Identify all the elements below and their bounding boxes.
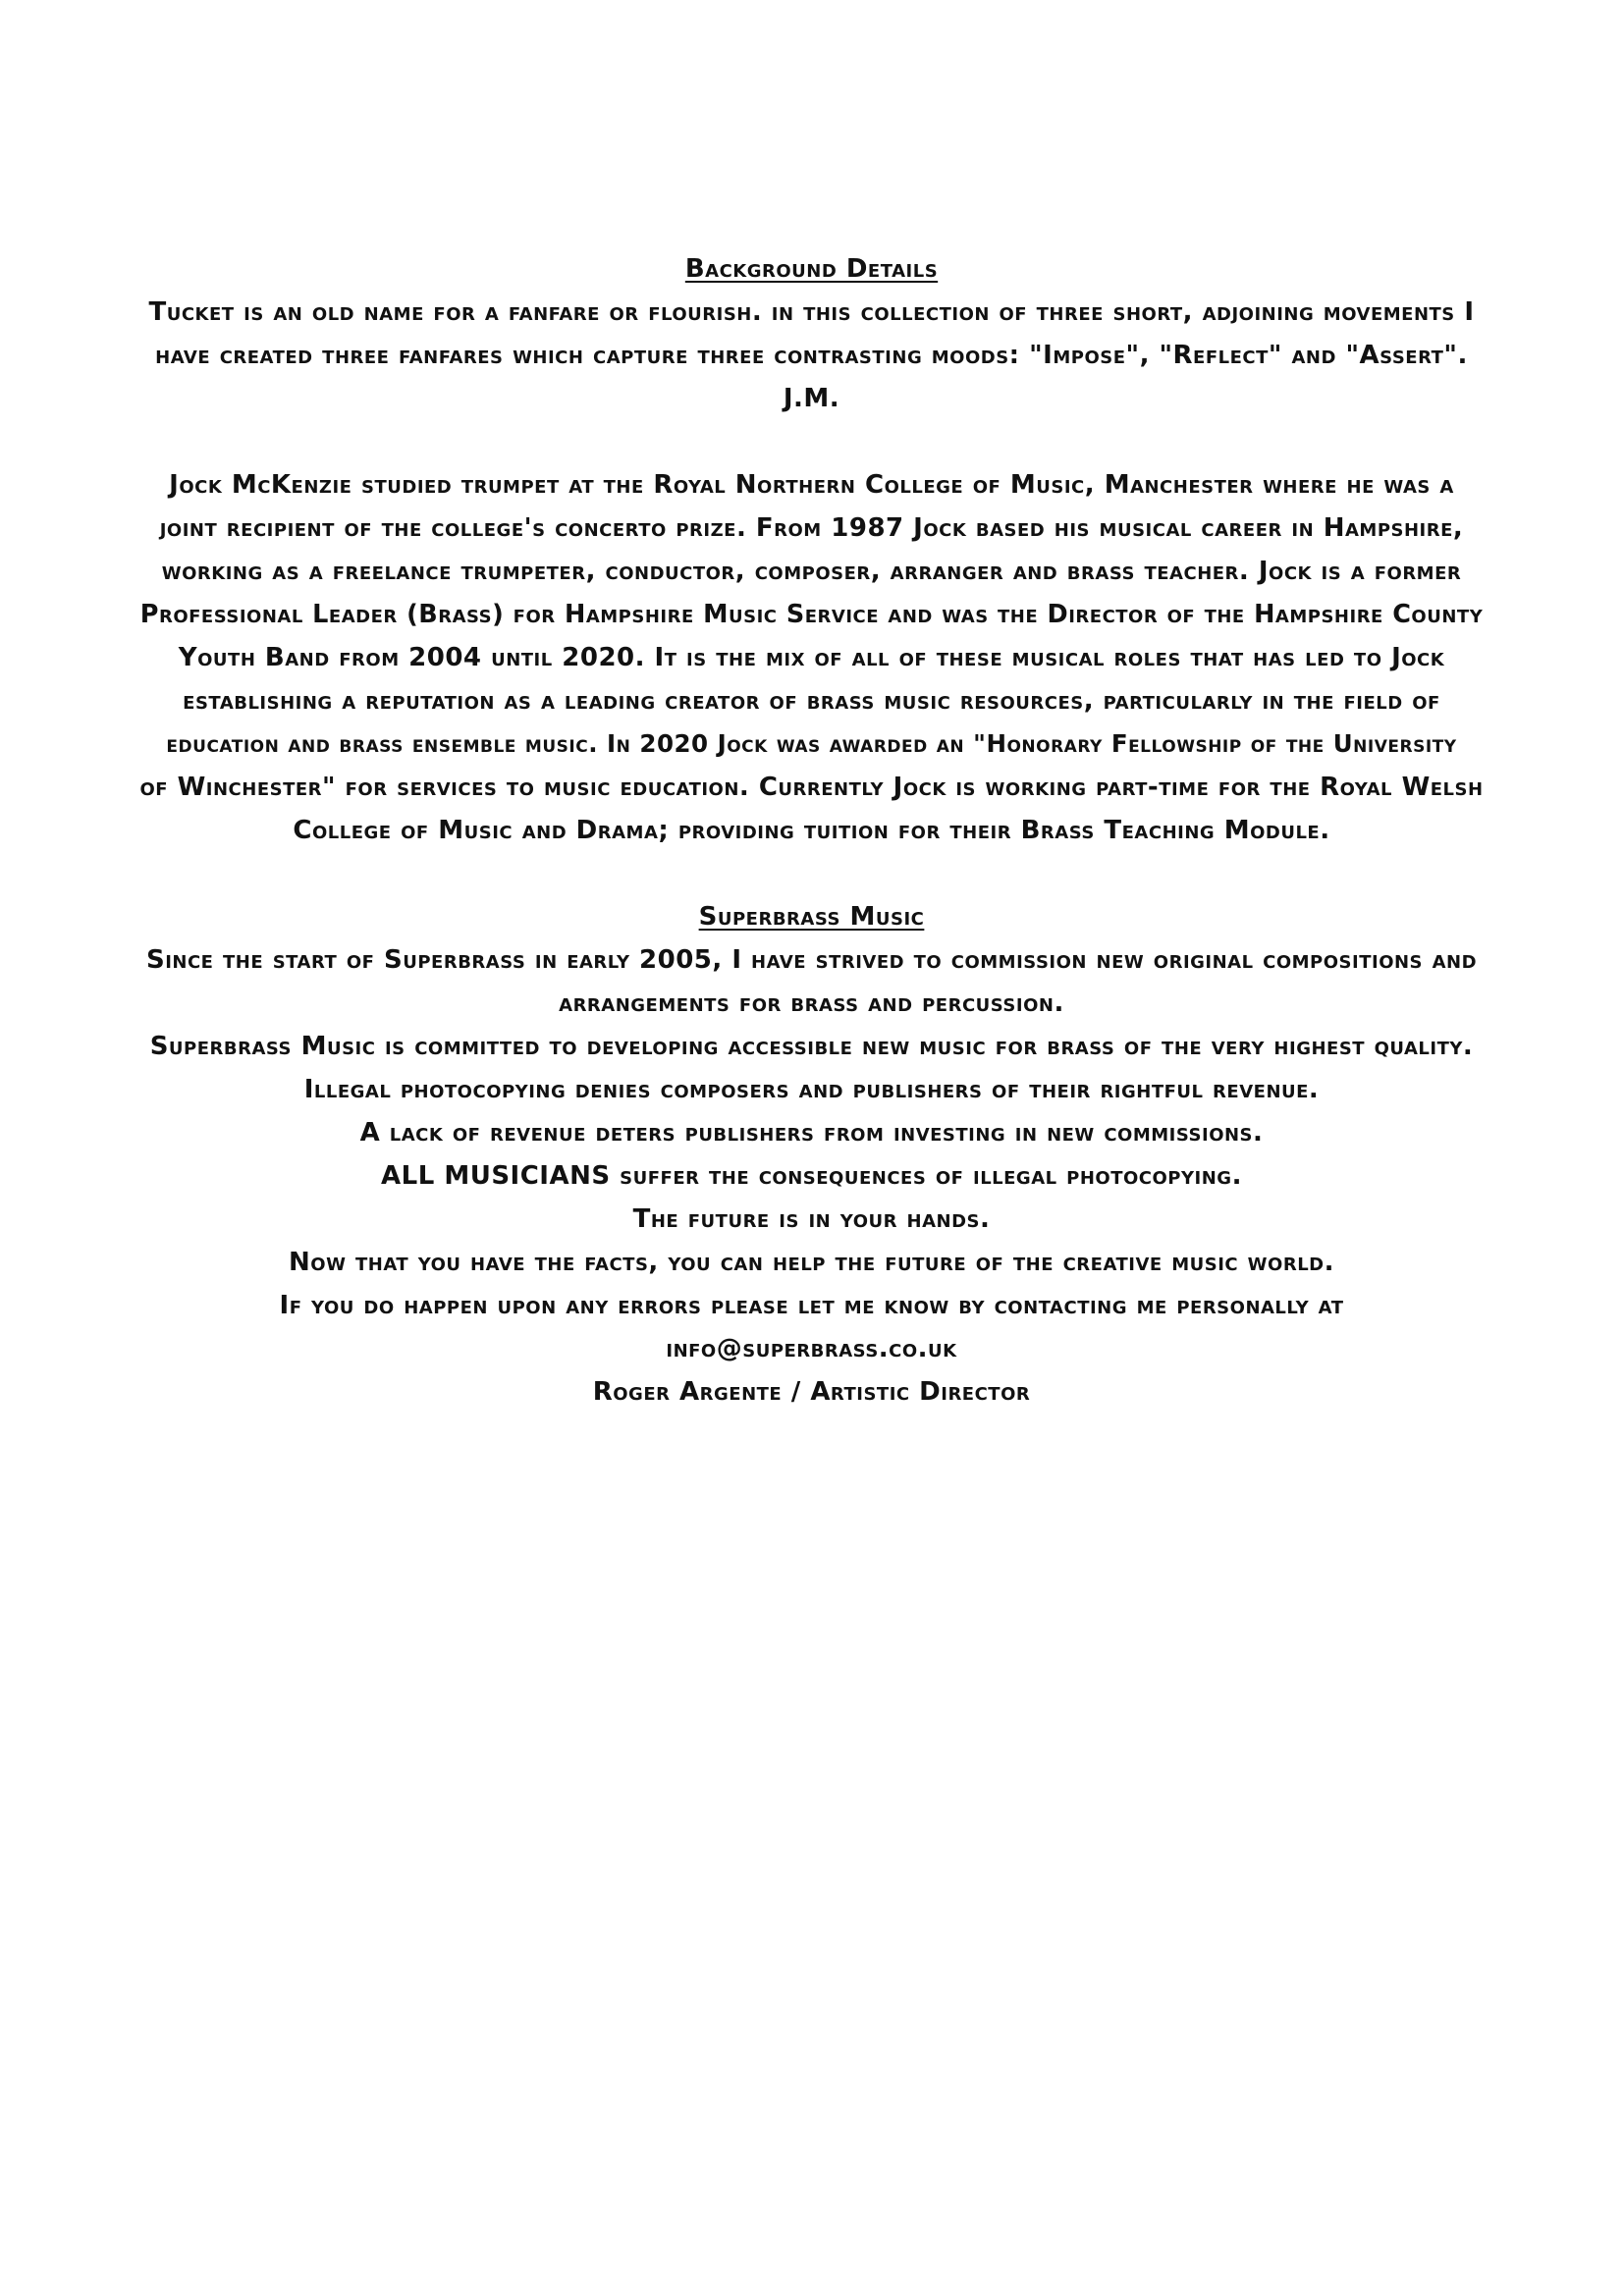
background-line: Tucket is an old name for a fanfare or flourish. in this collection of three short, adjoining movements I: [148, 297, 1475, 327]
biography-line: Professional Leader (Brass) for Hampshire Music Service and was the Director of the Hampshire County: [139, 600, 1484, 629]
background-line: have created three fanfares which capture three contrasting moods: "Impose", "Reflect" and "Assert".: [155, 341, 1468, 370]
biography-line: establishing a reputation as a leading creator of brass music resources, particularly in the field of: [183, 686, 1440, 716]
superbrass-music-heading: Superbrass Music: [698, 902, 925, 932]
superbrass-closing-line: If you do happen upon any errors please let me know by contacting me personally at: [279, 1291, 1344, 1320]
superbrass-closing-line: The future is in your hands.: [632, 1204, 991, 1234]
biography-line: Youth Band from 2004 until 2020. It is the mix of all of these musical roles that has led to Jock: [178, 643, 1445, 672]
superbrass-line: Superbrass Music is committed to developing accessible new music for brass of the very highest quality.: [149, 1032, 1474, 1061]
all-musicians-emphasis: ALL MUSICIANS: [381, 1161, 611, 1191]
contact-email: info@superbrass.co.uk: [666, 1334, 957, 1363]
page-content: [137, 247, 1486, 1414]
superbrass-line: Since the start of Superbrass in early 2005, I have strived to commission new original compositions and: [145, 945, 1478, 975]
composer-initials: J.M.: [783, 384, 840, 413]
biography-line: College of Music and Drama; providing tuition for their Brass Teaching Module.: [293, 816, 1330, 845]
signature: Roger Argente / Artistic Director: [592, 1377, 1031, 1407]
biography-line: education and brass ensemble music. In 2020 Jock was awarded an "Honorary Fellowship of the University: [166, 729, 1457, 758]
musicians-line-rest: suffer the consequences of illegal photocopying.: [610, 1161, 1242, 1191]
biography-line: of Winchester" for services to music education. Currently Jock is working part-time for the Royal Welsh: [139, 773, 1484, 802]
biography-line: working as a freelance trumpeter, conductor, composer, arranger and brass teacher. Jock is a former: [161, 557, 1462, 586]
biography-line: joint recipient of the college's concerto prize. From 1987 Jock based his musical career in Hampshire,: [159, 513, 1464, 543]
spacer: [137, 420, 1486, 463]
musicians-line: [137, 1154, 1486, 1198]
background-details-heading: Background Details: [684, 254, 939, 284]
biography-line: Jock McKenzie studied trumpet at the Royal Northern College of Music, Manchester where he was a: [169, 470, 1454, 500]
superbrass-line: Illegal photocopying denies composers and publishers of their rightful revenue.: [303, 1075, 1320, 1104]
superbrass-closing-line: Now that you have the facts, you can help the future of the creative music world.: [289, 1248, 1334, 1277]
superbrass-line: arrangements for brass and percussion.: [559, 988, 1064, 1018]
superbrass-line: A lack of revenue deters publishers from investing in new commissions.: [359, 1118, 1264, 1148]
spacer: [137, 852, 1486, 895]
